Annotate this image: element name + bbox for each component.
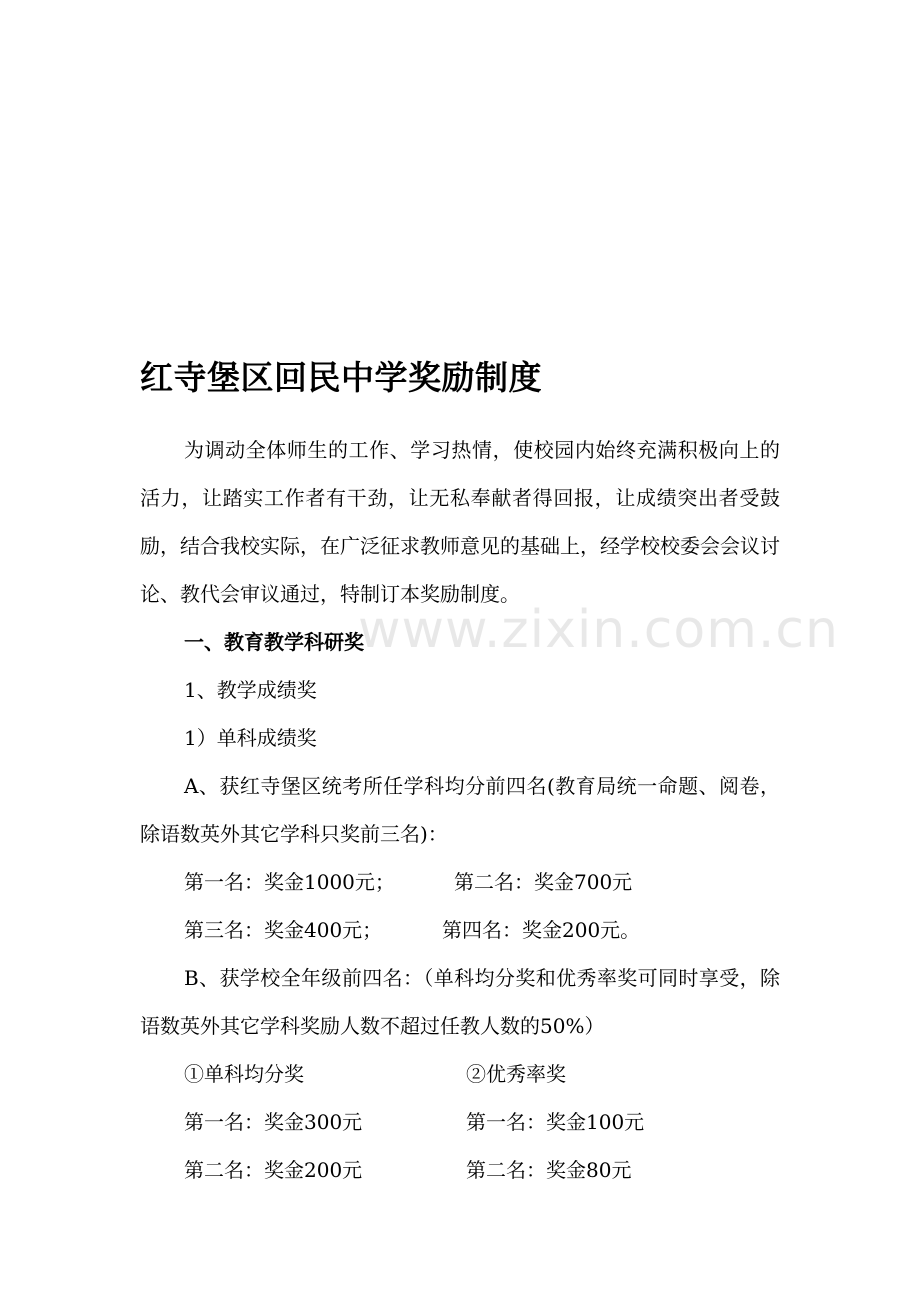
- a-rank3: 第三名：奖金400元；: [184, 918, 383, 942]
- watermark: www.zixin.com.cn: [358, 600, 839, 660]
- subitem-heading: 1）单科成绩奖: [184, 726, 317, 750]
- clause-a: A、获红寺堡区统考所任学科均分前四名(教育局统一命题、阅卷，除语数英外其它学科只奖前三名)：: [140, 774, 780, 846]
- section-heading: 一、教育教学科研奖: [184, 630, 364, 654]
- intro-paragraph: 为调动全体师生的工作、学习热情，使校园内始终充满积极向上的活力，让踏实工作者有干劲，让无私奉献者得回报，让成绩突出者受鼓励，结合我校实际，在广泛征求教师意见的基础上，经学校校委会会议讨论、教代会审议通过，特制订本奖励制度。: [140, 438, 780, 606]
- b-col1-heading: ①单科均分奖: [184, 1062, 304, 1086]
- b-col2-rank1: 第一名：奖金100元: [466, 1110, 645, 1134]
- document-title: 红寺堡区回民中学奖励制度: [140, 358, 542, 397]
- b-col1-rank1: 第一名：奖金300元: [184, 1110, 363, 1134]
- clause-b: B、获学校全年级前四名：（单科均分奖和优秀率奖可同时享受，除语数英外其它学科奖励人数不超过任教人数的50%）: [140, 966, 780, 1038]
- a-rank1: 第一名：奖金1000元；: [184, 870, 395, 894]
- b-col1-rank2: 第二名：奖金200元: [184, 1158, 363, 1182]
- a-rank4: 第四名：奖金200元。: [442, 918, 641, 942]
- item-heading: 1、教学成绩奖: [184, 678, 317, 702]
- b-col2-heading: ②优秀率奖: [466, 1062, 566, 1086]
- b-col2-rank2: 第二名：奖金80元: [466, 1158, 632, 1182]
- a-rank2: 第二名：奖金700元: [454, 870, 633, 894]
